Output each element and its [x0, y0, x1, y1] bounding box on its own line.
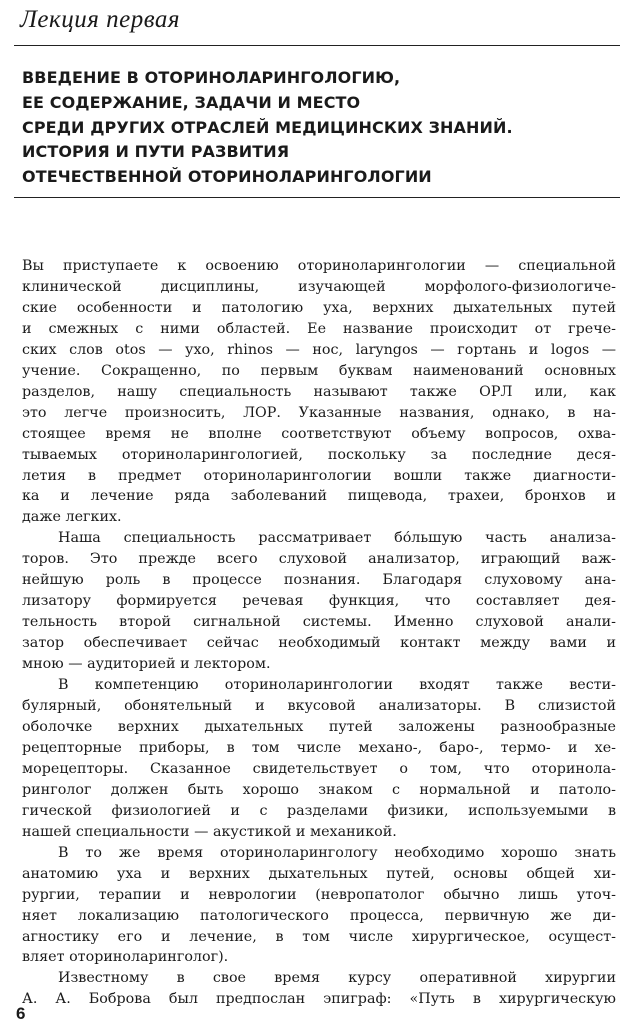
title-line: ВВЕДЕНИЕ В ОТОРИНОЛАРИНГОЛОГИЮ, [22, 68, 401, 87]
text-line: рургии, терапии и неврологии (невропатолог обычно лишь уточ- [22, 886, 616, 903]
text-line: тываемых оториноларингологией, поскольку за последние деся- [22, 446, 616, 463]
text-line: нашей специальности — акустикой и механикой. [22, 823, 397, 840]
bottom-rule [14, 197, 620, 198]
text-line: и смежных с ними областей. Ее название происходит от грече- [22, 320, 616, 337]
text-line: В компетенцию оториноларингологии входят также вести- [58, 677, 616, 694]
text-line: вляет оториноларинголог). [22, 949, 229, 966]
text-line: ских слов otos — ухо, rhinos — нос, laryngos — гортань и logos — [22, 341, 616, 358]
text-line: даже легких. [22, 509, 122, 526]
text-line: гической физиологией и с разделами физики, используемыми в [22, 802, 616, 819]
text-line: летия в предмет оториноларингологии вошли также диагности- [22, 467, 616, 484]
lecture-label: Лекция первая [20, 6, 180, 33]
title-line: ЕЕ СОДЕРЖАНИЕ, ЗАДАЧИ И МЕСТО [22, 92, 361, 112]
text-line: затор обеспечивает сейчас необходимый контакт между вами и [22, 635, 616, 652]
text-line: няет локализацию патологического процесса, первичную же ди- [22, 907, 616, 924]
text-line: нейшую роль в процессе познания. Благодаря слуховому ана- [22, 572, 616, 589]
text-line: ка и лечение ряда заболеваний пищевода, трахеи, бронхов и [22, 488, 616, 505]
text-line: ские особенности и патологию уха, верхних дыхательных путей [22, 299, 616, 316]
page-number: 6 [16, 1004, 26, 1023]
paragraph [22, 528, 616, 675]
text-line: торов. Это прежде всего слуховой анализатор, играющий важ- [22, 551, 616, 568]
text-line: ринголог должен быть хорошо знаком с нормальной и патоло- [22, 781, 616, 798]
text-line: Вы приступаете к освоению оториноларингологии — специальной [22, 258, 616, 274]
text-line: оболочке верхних дыхательных путей заложены разнообразные [22, 718, 616, 735]
text-line: клинической дисциплины, изучающей морфолого-физиологиче- [22, 278, 616, 295]
text-line: морецепторы. Сказанное свидетельствует о том, что оторинола- [22, 760, 616, 777]
text-line: анатомию уха и верхних дыхательных путей, основы общей хи- [22, 865, 616, 882]
text-line: стоящее время не вполне соответствуют объему вопросов, охва- [22, 425, 616, 442]
title-line: СРЕДИ ДРУГИХ ОТРАСЛЕЙ МЕДИЦИНСКИХ ЗНАНИЙ. [22, 117, 513, 137]
text-line: булярный, обонятельный и вкусовой анализаторы. В слизистой [22, 698, 616, 715]
paragraph [22, 968, 616, 1010]
text-line: А. А. Боброва был предпослан эпиграф: «Путь в хирургическую [22, 991, 616, 1008]
top-rule [14, 45, 620, 46]
paragraph [22, 256, 616, 528]
text-line: мною — аудиторией и лектором. [22, 656, 271, 673]
text-line: тельность второй сигнальной системы. Именно слуховой анали- [22, 614, 616, 631]
text-line: рецепторные приборы, в том числе механо-, баро-, термо- и хе- [22, 739, 616, 756]
chapter-title [22, 66, 622, 190]
text-line: Наша специальность рассматривает бо́льшую часть анализа- [58, 530, 616, 547]
body-text [22, 256, 616, 1010]
text-line: В то же время оториноларингологу необходимо хорошо знать [58, 844, 616, 861]
title-line: ОТЕЧЕСТВЕННОЙ ОТОРИНОЛАРИНГОЛОГИИ [22, 167, 432, 187]
title-line: ИСТОРИЯ И ПУТИ РАЗВИТИЯ [22, 142, 290, 162]
paragraph [22, 843, 616, 969]
text-line: это легче произносить, ЛОР. Указанные названия, однако, в на- [22, 404, 616, 421]
text-line: разделов, нашу специальность называют также ОРЛ или, как [22, 383, 616, 400]
text-line: Известному в свое время курсу оперативной хирургии [58, 970, 616, 987]
text-line: учение. Сокращенно, по первым буквам наименований основных [22, 362, 616, 379]
text-line: агностику его и лечение, в том числе хирургическое, осущест- [22, 928, 616, 945]
paragraph [22, 675, 616, 843]
text-line: лизатору формируется речевая функция, что составляет дея- [22, 593, 616, 610]
